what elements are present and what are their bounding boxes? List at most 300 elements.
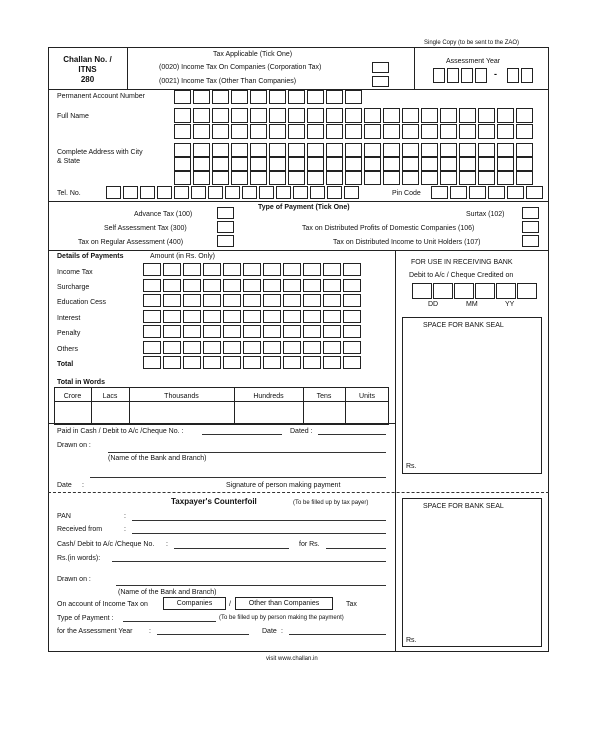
amount-digit-box[interactable]: [243, 341, 261, 354]
address-char-box[interactable]: [402, 143, 419, 157]
bank-date-box[interactable]: [475, 283, 495, 299]
full-name-char-box[interactable]: [364, 124, 381, 139]
amount-digit-box[interactable]: [303, 294, 321, 307]
details-of-payments-heading: Details of Payments: [57, 253, 124, 260]
full-name-char-box[interactable]: [421, 108, 438, 123]
detail-row-label: Income Tax: [57, 269, 93, 276]
address-char-box[interactable]: [478, 143, 495, 157]
full-name-char-box[interactable]: [288, 108, 305, 123]
cf-type-payment-field[interactable]: [123, 621, 216, 622]
amount-digit-box[interactable]: [283, 341, 301, 354]
full-name-char-box[interactable]: [193, 108, 210, 123]
amount-digit-box[interactable]: [343, 294, 361, 307]
full-name-char-box[interactable]: [250, 108, 267, 123]
full-name-char-box[interactable]: [516, 124, 533, 139]
amount-digit-box[interactable]: [183, 356, 201, 369]
amount-digit-box[interactable]: [303, 263, 321, 276]
option-0020-label: (0020) Income Tax On Companies (Corporation Tax): [159, 64, 322, 71]
challan-itns: ITNS: [78, 65, 97, 74]
tel-char-box[interactable]: [259, 186, 274, 199]
amount-digit-box[interactable]: [223, 356, 241, 369]
amount-digit-box[interactable]: [223, 310, 241, 323]
address-char-box[interactable]: [497, 157, 514, 171]
footer-visit: visit www.challan.in: [266, 656, 318, 662]
address-char-box[interactable]: [383, 157, 400, 171]
surtax-checkbox[interactable]: [522, 207, 539, 219]
address-char-box[interactable]: [459, 157, 476, 171]
detail-row-label: Others: [57, 346, 79, 353]
full-name-char-box[interactable]: [269, 108, 286, 123]
amount-digit-box[interactable]: [303, 341, 321, 354]
tel-char-box[interactable]: [276, 186, 291, 199]
yy-label: YY: [505, 301, 515, 308]
cf-cheque-field[interactable]: [174, 548, 289, 549]
address-char-box[interactable]: [497, 143, 514, 157]
bank-seal-box: [402, 317, 542, 474]
cf-received-from-field[interactable]: [132, 533, 386, 534]
amount-digit-box[interactable]: [263, 310, 281, 323]
amount-digit-box[interactable]: [183, 325, 201, 338]
cf-pan-label: PAN: [57, 513, 71, 520]
amount-digit-box[interactable]: [343, 310, 361, 323]
amount-digit-box[interactable]: [143, 356, 161, 369]
cheque-number-field[interactable]: [202, 434, 282, 435]
pin-char-box[interactable]: [450, 186, 467, 199]
cf-bank-branch-caption: (Name of the Bank and Branch): [118, 589, 217, 596]
cf-drawn-on-label: Drawn on :: [57, 576, 91, 583]
amount-digit-box[interactable]: [243, 356, 261, 369]
amount-digit-box[interactable]: [263, 356, 281, 369]
cf-assessment-year-label: for the Assessment Year: [57, 628, 133, 635]
amount-digit-box[interactable]: [283, 310, 301, 323]
address-char-box[interactable]: [212, 157, 229, 171]
cf-tax-label: Tax: [346, 601, 357, 608]
cf-filled-by-person-note: (To be filled up by person making the payment): [219, 615, 344, 621]
amount-digit-box[interactable]: [163, 279, 181, 292]
amount-digit-box[interactable]: [343, 263, 361, 276]
address-char-box[interactable]: [269, 171, 286, 185]
address-label-line1: Complete Address with City: [57, 149, 143, 156]
amount-digit-box[interactable]: [183, 263, 201, 276]
assessment-year-box[interactable]: [461, 68, 473, 83]
cf-amount-field[interactable]: [326, 548, 386, 549]
amount-digit-box[interactable]: [223, 279, 241, 292]
full-name-char-box[interactable]: [383, 108, 400, 123]
amount-digit-box[interactable]: [203, 279, 221, 292]
regular-assessment-label: Tax on Regular Assessment (400): [78, 239, 184, 246]
address-char-box[interactable]: [174, 171, 191, 185]
amount-digit-box[interactable]: [283, 325, 301, 338]
amount-digit-box[interactable]: [263, 263, 281, 276]
amount-digit-box[interactable]: [223, 325, 241, 338]
option-0021-checkbox[interactable]: [372, 76, 389, 87]
assessment-year-box[interactable]: [433, 68, 445, 83]
address-char-box[interactable]: [193, 157, 210, 171]
amount-digit-box[interactable]: [343, 356, 361, 369]
amount-digit-box[interactable]: [143, 279, 161, 292]
date-colon: :: [82, 482, 84, 489]
challan-number: 280: [80, 75, 95, 84]
address-char-box[interactable]: [288, 171, 305, 185]
address-char-box[interactable]: [459, 171, 476, 185]
full-name-char-box[interactable]: [326, 124, 343, 139]
amount-digit-box[interactable]: [203, 310, 221, 323]
pan-char-box[interactable]: [174, 90, 191, 104]
address-char-box[interactable]: [421, 143, 438, 157]
amount-digit-box[interactable]: [243, 263, 261, 276]
drawn-on-label: Drawn on :: [57, 442, 91, 449]
self-assessment-checkbox[interactable]: [217, 221, 234, 233]
tel-char-box[interactable]: [293, 186, 308, 199]
cf-for-rs-label: for Rs.: [299, 541, 320, 548]
amount-digit-box[interactable]: [163, 356, 181, 369]
amount-digit-box[interactable]: [143, 325, 161, 338]
amount-digit-box[interactable]: [183, 341, 201, 354]
full-name-char-box[interactable]: [250, 124, 267, 139]
amount-digit-box[interactable]: [283, 279, 301, 292]
full-name-char-box[interactable]: [364, 108, 381, 123]
address-char-box[interactable]: [383, 171, 400, 185]
assessment-year-label: Assessment Year: [446, 58, 501, 65]
amount-digit-box[interactable]: [163, 294, 181, 307]
cf-date-label: Date: [262, 628, 277, 635]
full-name-char-box[interactable]: [174, 108, 191, 123]
full-name-char-box[interactable]: [402, 124, 419, 139]
cf-pan-field[interactable]: [132, 520, 386, 521]
bank-branch-caption: (Name of the Bank and Branch): [108, 455, 207, 462]
tel-char-box[interactable]: [174, 186, 189, 199]
signature-line[interactable]: [90, 477, 386, 478]
full-name-char-box[interactable]: [345, 124, 362, 139]
challan-title: Challan No. /: [63, 55, 112, 64]
pan-char-box[interactable]: [326, 90, 343, 104]
counterfoil-note: (To be filled up by tax payer): [293, 500, 369, 506]
amount-digit-box[interactable]: [343, 325, 361, 338]
tel-char-box[interactable]: [123, 186, 138, 199]
address-char-box[interactable]: [364, 171, 381, 185]
full-name-char-box[interactable]: [421, 124, 438, 139]
full-name-char-box[interactable]: [440, 108, 457, 123]
address-char-box[interactable]: [345, 143, 362, 157]
amount-digit-box[interactable]: [283, 356, 301, 369]
full-name-char-box[interactable]: [326, 108, 343, 123]
full-name-char-box[interactable]: [478, 124, 495, 139]
distributed-income-checkbox[interactable]: [522, 235, 539, 247]
surtax-label: Surtax (102): [466, 211, 505, 218]
pan-char-box[interactable]: [345, 90, 362, 104]
option-0020-checkbox[interactable]: [372, 62, 389, 73]
amount-digit-box[interactable]: [203, 325, 221, 338]
amount-digit-box[interactable]: [143, 294, 161, 307]
debit-credited-label: Debit to A/c / Cheque Credited on: [409, 272, 514, 279]
address-char-box[interactable]: [193, 171, 210, 185]
cf-type-payment-label: Type of Payment :: [57, 615, 114, 622]
amount-digit-box[interactable]: [263, 325, 281, 338]
amount-digit-box[interactable]: [303, 356, 321, 369]
pan-char-box[interactable]: [212, 90, 229, 104]
cf-assessment-year-field[interactable]: [157, 634, 249, 635]
address-label-line2: & State: [57, 158, 80, 165]
address-char-box[interactable]: [516, 171, 533, 185]
amount-digit-box[interactable]: [263, 294, 281, 307]
full-name-char-box[interactable]: [440, 124, 457, 139]
drawn-on-field[interactable]: [108, 452, 386, 453]
full-name-char-box[interactable]: [288, 124, 305, 139]
bank-seal-label: SPACE FOR BANK SEAL: [423, 322, 504, 329]
address-char-box[interactable]: [516, 143, 533, 157]
tear-line: [48, 492, 549, 493]
address-char-box[interactable]: [326, 171, 343, 185]
cf-bank-seal-rs: Rs.: [406, 637, 417, 644]
dated-field[interactable]: [318, 434, 386, 435]
assessment-year-box[interactable]: [475, 68, 487, 83]
address-char-box[interactable]: [440, 171, 457, 185]
amount-digit-box[interactable]: [243, 325, 261, 338]
cf-other-than-companies-option[interactable]: Other than Companies: [235, 597, 333, 610]
address-char-box[interactable]: [288, 157, 305, 171]
amount-digit-box[interactable]: [183, 294, 201, 307]
counterfoil-title: Taxpayer's Counterfoil: [171, 497, 257, 506]
detail-row-label: Penalty: [57, 330, 81, 337]
amount-label: Amount (in Rs. Only): [150, 253, 215, 260]
address-char-box[interactable]: [174, 143, 191, 157]
detail-row-label: Surcharge: [57, 284, 90, 291]
address-char-box[interactable]: [307, 157, 324, 171]
full-name-char-box[interactable]: [269, 124, 286, 139]
tel-char-box[interactable]: [140, 186, 155, 199]
full-name-char-box[interactable]: [383, 124, 400, 139]
advance-tax-checkbox[interactable]: [217, 207, 234, 219]
address-char-box[interactable]: [212, 171, 229, 185]
amount-digit-box[interactable]: [223, 341, 241, 354]
address-char-box[interactable]: [440, 157, 457, 171]
address-char-box[interactable]: [326, 143, 343, 157]
amount-digit-box[interactable]: [303, 310, 321, 323]
address-char-box[interactable]: [231, 171, 248, 185]
amount-digit-box[interactable]: [323, 356, 341, 369]
bank-date-box[interactable]: [454, 283, 474, 299]
tel-char-box[interactable]: [157, 186, 172, 199]
full-name-char-box[interactable]: [497, 108, 514, 123]
amount-digit-box[interactable]: [323, 310, 341, 323]
bank-date-box[interactable]: [412, 283, 432, 299]
full-name-char-box[interactable]: [497, 124, 514, 139]
amount-digit-box[interactable]: [323, 263, 341, 276]
tel-char-box[interactable]: [327, 186, 342, 199]
full-name-char-box[interactable]: [516, 108, 533, 123]
amount-digit-box[interactable]: [303, 279, 321, 292]
regular-assessment-checkbox[interactable]: [217, 235, 234, 247]
words-col-hundreds: Hundreds: [253, 393, 284, 400]
pin-char-box[interactable]: [469, 186, 486, 199]
amount-digit-box[interactable]: [223, 263, 241, 276]
amount-digit-box[interactable]: [343, 279, 361, 292]
amount-digit-box[interactable]: [203, 263, 221, 276]
advance-tax-label: Advance Tax (100): [134, 211, 193, 218]
amount-digit-box[interactable]: [223, 294, 241, 307]
full-name-char-box[interactable]: [307, 108, 324, 123]
pin-char-box[interactable]: [526, 186, 543, 199]
tel-char-box[interactable]: [191, 186, 206, 199]
pin-char-box[interactable]: [507, 186, 524, 199]
dated-label: Dated :: [290, 428, 313, 435]
cf-rs-words-field[interactable]: [112, 561, 386, 562]
amount-digit-box[interactable]: [263, 279, 281, 292]
address-char-box[interactable]: [364, 143, 381, 157]
cf-bank-seal-label: SPACE FOR BANK SEAL: [423, 503, 504, 510]
tel-char-box[interactable]: [310, 186, 325, 199]
pan-char-box[interactable]: [193, 90, 210, 104]
amount-digit-box[interactable]: [163, 310, 181, 323]
cf-on-account-label: On account of Income Tax on: [57, 601, 148, 608]
words-col-lacs: Lacs: [102, 393, 118, 400]
pan-char-box[interactable]: [288, 90, 305, 104]
address-char-box[interactable]: [383, 143, 400, 157]
address-char-box[interactable]: [250, 157, 267, 171]
amount-digit-box[interactable]: [243, 294, 261, 307]
full-name-char-box[interactable]: [231, 124, 248, 139]
amount-digit-box[interactable]: [243, 310, 261, 323]
address-char-box[interactable]: [421, 157, 438, 171]
address-char-box[interactable]: [250, 143, 267, 157]
assessment-year-box[interactable]: [507, 68, 519, 83]
full-name-char-box[interactable]: [193, 124, 210, 139]
amount-digit-box[interactable]: [243, 279, 261, 292]
amount-digit-box[interactable]: [183, 310, 201, 323]
amount-digit-box[interactable]: [163, 263, 181, 276]
address-char-box[interactable]: [478, 171, 495, 185]
amount-digit-box[interactable]: [183, 279, 201, 292]
address-char-box[interactable]: [250, 171, 267, 185]
tel-label: Tel. No.: [57, 190, 81, 197]
address-char-box[interactable]: [326, 157, 343, 171]
bank-date-box[interactable]: [517, 283, 537, 299]
address-char-box[interactable]: [307, 143, 324, 157]
address-char-box[interactable]: [193, 143, 210, 157]
distributed-income-label: Tax on Distributed Income to Unit Holders (107): [333, 239, 481, 246]
amount-digit-box[interactable]: [283, 263, 301, 276]
assessment-year-box[interactable]: [447, 68, 459, 83]
date-label: Date: [57, 482, 72, 489]
address-char-box[interactable]: [402, 157, 419, 171]
address-char-box[interactable]: [212, 143, 229, 157]
tel-char-box[interactable]: [106, 186, 121, 199]
address-char-box[interactable]: [478, 157, 495, 171]
full-name-char-box[interactable]: [212, 108, 229, 123]
address-char-box[interactable]: [307, 171, 324, 185]
paid-in-cash-label: Paid in Cash / Debit to A/c /Cheque No. :: [57, 428, 184, 435]
amount-digit-box[interactable]: [203, 356, 221, 369]
option-0021-label: (0021) Income Tax (Other Than Companies): [159, 78, 297, 85]
tel-char-box[interactable]: [242, 186, 257, 199]
full-name-char-box[interactable]: [459, 124, 476, 139]
cf-drawn-on-field[interactable]: [116, 585, 386, 586]
pan-label: Permanent Account Number: [57, 93, 145, 100]
amount-digit-box[interactable]: [163, 325, 181, 338]
address-char-box[interactable]: [345, 171, 362, 185]
address-char-box[interactable]: [231, 143, 248, 157]
address-char-box[interactable]: [269, 157, 286, 171]
amount-digit-box[interactable]: [203, 294, 221, 307]
amount-digit-box[interactable]: [163, 341, 181, 354]
bank-seal-rs: Rs.: [406, 463, 417, 470]
detail-row-label: Interest: [57, 315, 81, 322]
cf-received-from-label: Received from: [57, 526, 103, 533]
amount-digit-box[interactable]: [143, 310, 161, 323]
pan-char-box[interactable]: [269, 90, 286, 104]
address-char-box[interactable]: [421, 171, 438, 185]
amount-digit-box[interactable]: [303, 325, 321, 338]
pin-char-box[interactable]: [488, 186, 505, 199]
full-name-char-box[interactable]: [459, 108, 476, 123]
address-char-box[interactable]: [345, 157, 362, 171]
words-col-tens: Tens: [316, 393, 332, 400]
mm-label: MM: [466, 301, 478, 308]
amount-digit-box[interactable]: [283, 294, 301, 307]
address-char-box[interactable]: [516, 157, 533, 171]
full-name-char-box[interactable]: [478, 108, 495, 123]
full-name-char-box[interactable]: [307, 124, 324, 139]
tel-char-box[interactable]: [208, 186, 223, 199]
pan-char-box[interactable]: [231, 90, 248, 104]
tax-applicable-heading: Tax Applicable (Tick One): [213, 51, 293, 58]
address-char-box[interactable]: [402, 171, 419, 185]
cf-companies-option[interactable]: Companies: [163, 597, 226, 610]
distributed-profits-label: Tax on Distributed Profits of Domestic Companies (106): [302, 225, 475, 232]
amount-digit-box[interactable]: [143, 341, 161, 354]
amount-digit-box[interactable]: [323, 325, 341, 338]
full-name-char-box[interactable]: [212, 124, 229, 139]
address-char-box[interactable]: [174, 157, 191, 171]
self-assessment-label: Self Assessment Tax (300): [104, 225, 187, 232]
address-char-box[interactable]: [497, 171, 514, 185]
amount-digit-box[interactable]: [323, 341, 341, 354]
bank-date-box[interactable]: [496, 283, 516, 299]
receiving-bank-heading: FOR USE IN RECEIVING BANK: [411, 259, 513, 266]
assessment-year-dash: -: [494, 69, 497, 79]
full-name-char-box[interactable]: [345, 108, 362, 123]
address-char-box[interactable]: [364, 157, 381, 171]
assessment-year-box[interactable]: [521, 68, 533, 83]
amount-digit-box[interactable]: [203, 341, 221, 354]
dd-label: DD: [428, 301, 439, 308]
address-char-box[interactable]: [231, 157, 248, 171]
address-char-box[interactable]: [459, 143, 476, 157]
amount-digit-box[interactable]: [343, 341, 361, 354]
pan-char-box[interactable]: [307, 90, 324, 104]
full-name-label: Full Name: [57, 113, 89, 120]
amount-digit-box[interactable]: [263, 341, 281, 354]
total-in-words-label: Total in Words: [57, 379, 105, 386]
amount-digit-box[interactable]: [323, 294, 341, 307]
pin-char-box[interactable]: [431, 186, 448, 199]
full-name-char-box[interactable]: [402, 108, 419, 123]
amount-digit-box[interactable]: [323, 279, 341, 292]
tel-char-box[interactable]: [225, 186, 240, 199]
tel-char-box[interactable]: [344, 186, 359, 199]
full-name-char-box[interactable]: [174, 124, 191, 139]
amount-digit-box[interactable]: [143, 263, 161, 276]
address-char-box[interactable]: [440, 143, 457, 157]
address-char-box[interactable]: [269, 143, 286, 157]
bank-date-box[interactable]: [433, 283, 453, 299]
full-name-char-box[interactable]: [231, 108, 248, 123]
address-char-box[interactable]: [288, 143, 305, 157]
distributed-profits-checkbox[interactable]: [522, 221, 539, 233]
pan-char-box[interactable]: [250, 90, 267, 104]
cf-date-field[interactable]: [289, 634, 386, 635]
cf-rs-words-label: Rs.(in words):: [57, 555, 101, 562]
